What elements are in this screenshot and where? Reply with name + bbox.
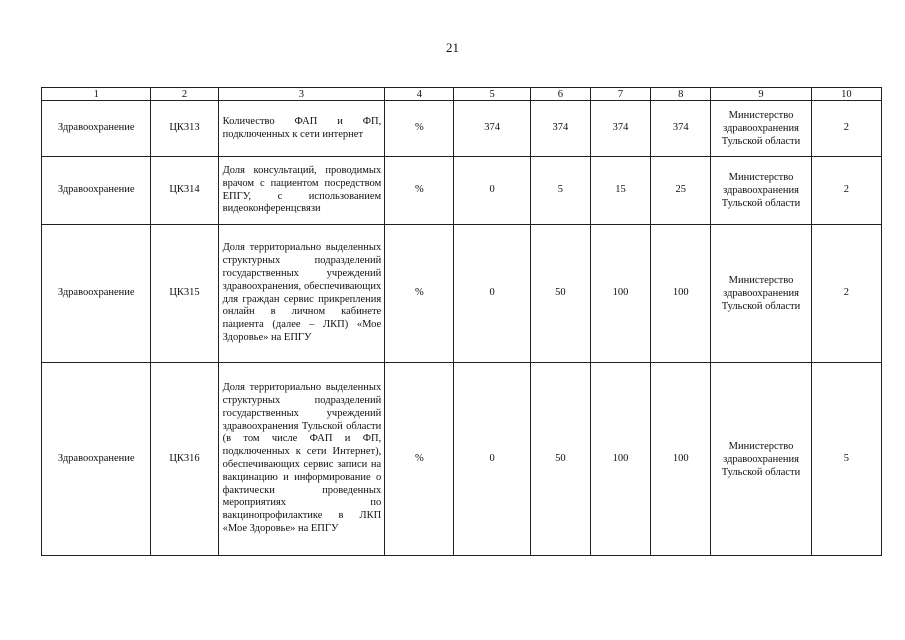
- unit-cell: %: [385, 101, 454, 157]
- column-number-row: [42, 88, 882, 101]
- description-cell: Доля территориально выделенных структурных подразделений государственных учреждений здравоохранения, обеспечивающих для граждан сервис прикрепления онлайн в личном кабинете пациента (далее – ЛКП) «Мое Здоровье» на ЕПГУ: [218, 225, 385, 363]
- sector-cell: Здравоохранение: [42, 363, 151, 556]
- value-cell: 2: [811, 157, 881, 225]
- value-cell: 100: [590, 225, 650, 363]
- code-cell: ЦК314: [151, 157, 218, 225]
- value-cell: 25: [651, 157, 711, 225]
- value-cell: 0: [454, 157, 530, 225]
- column-header: 2: [151, 88, 218, 101]
- responsible-cell: Министерство здравоохранения Тульской области: [711, 225, 811, 363]
- value-cell: 100: [651, 363, 711, 556]
- column-header: 9: [711, 88, 811, 101]
- value-cell: 100: [651, 225, 711, 363]
- code-cell: ЦК316: [151, 363, 218, 556]
- value-cell: 15: [590, 157, 650, 225]
- column-header: 6: [530, 88, 590, 101]
- value-cell: 50: [530, 225, 590, 363]
- value-cell: 0: [454, 225, 530, 363]
- value-cell: 50: [530, 363, 590, 556]
- sector-cell: Здравоохранение: [42, 157, 151, 225]
- value-cell: 374: [530, 101, 590, 157]
- table-row: [42, 101, 882, 157]
- responsible-cell: Министерство здравоохранения Тульской области: [711, 157, 811, 225]
- table-row: [42, 157, 882, 225]
- value-cell: 5: [811, 363, 881, 556]
- value-cell: 100: [590, 363, 650, 556]
- unit-cell: %: [385, 225, 454, 363]
- description-cell: Доля территориально выделенных структурных подразделений государственных учреждений здравоохранения Тульской области (в том числе ФАП и ФП, подключенных к сети Интернет), обеспечивающих сервис записи на вакцинацию и информирование о фактически проведенных мероприятиях по вакцинопрофилактике в ЛКП «Мое Здоровье» на ЕПГУ: [218, 363, 385, 556]
- indicators-table: [41, 87, 882, 556]
- column-header: 1: [42, 88, 151, 101]
- code-cell: ЦК315: [151, 225, 218, 363]
- description-cell: Количество ФАП и ФП, подключенных к сети интернет: [218, 101, 385, 157]
- responsible-cell: Министерство здравоохранения Тульской области: [711, 101, 811, 157]
- value-cell: 2: [811, 101, 881, 157]
- table-row: [42, 363, 882, 556]
- page-number: 21: [446, 40, 459, 55]
- column-header: 5: [454, 88, 530, 101]
- value-cell: 374: [454, 101, 530, 157]
- value-cell: 374: [651, 101, 711, 157]
- value-cell: 5: [530, 157, 590, 225]
- unit-cell: %: [385, 363, 454, 556]
- table-row: [42, 225, 882, 363]
- description-cell: Доля консультаций, проводимых врачом с пациентом посредством ЕПГУ, с использованием видеоконференцсвязи: [218, 157, 385, 225]
- value-cell: 374: [590, 101, 650, 157]
- column-header: 4: [385, 88, 454, 101]
- value-cell: 2: [811, 225, 881, 363]
- column-header: 3: [218, 88, 385, 101]
- column-header: 7: [590, 88, 650, 101]
- unit-cell: %: [385, 157, 454, 225]
- responsible-cell: Министерство здравоохранения Тульской области: [711, 363, 811, 556]
- value-cell: 0: [454, 363, 530, 556]
- column-header: 8: [651, 88, 711, 101]
- sector-cell: Здравоохранение: [42, 225, 151, 363]
- column-header: 10: [811, 88, 881, 101]
- code-cell: ЦК313: [151, 101, 218, 157]
- sector-cell: Здравоохранение: [42, 101, 151, 157]
